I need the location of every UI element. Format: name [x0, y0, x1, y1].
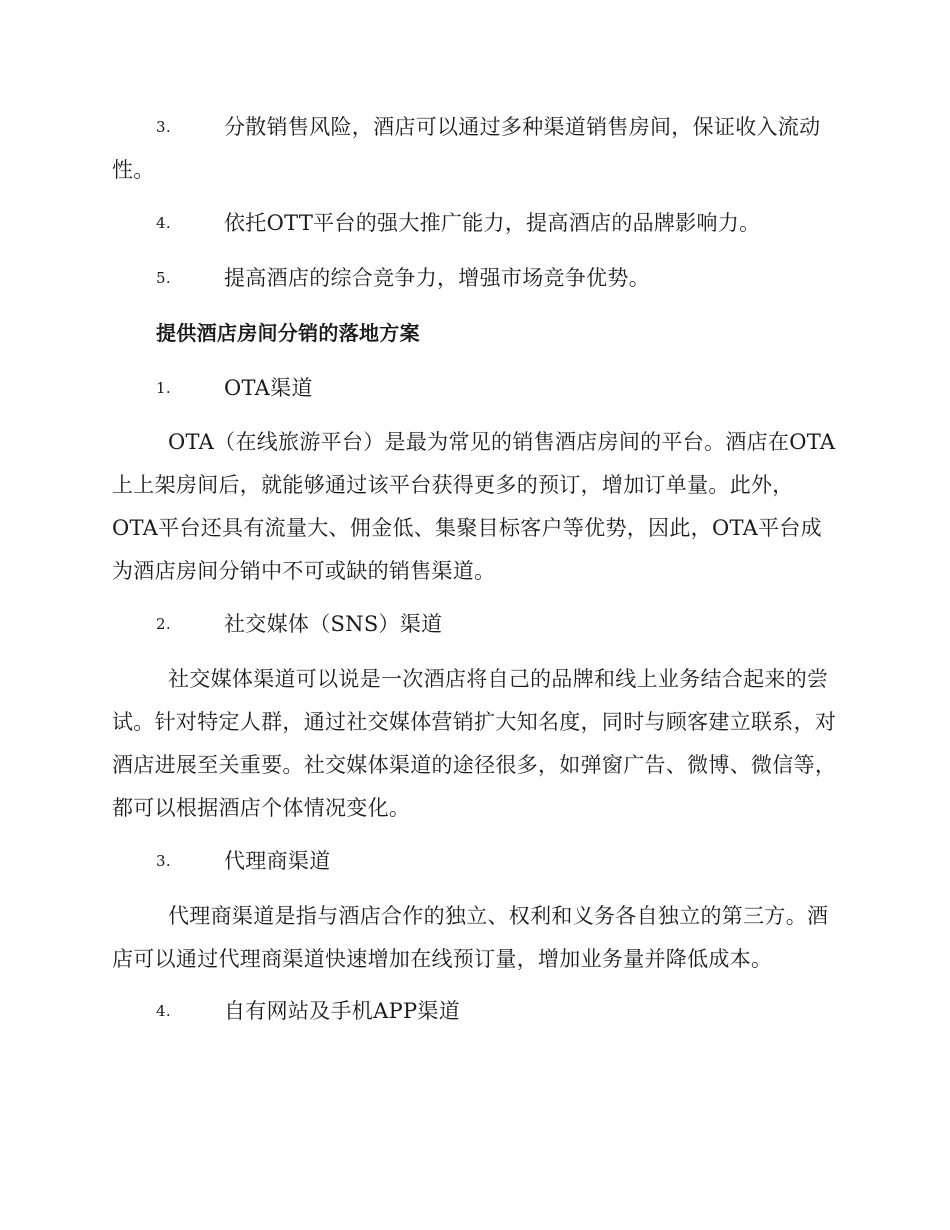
channel-paragraph: 代理商渠道是指与酒店合作的独立、权利和义务各自独立的第三方。酒店可以通过代理商渠道快速增加在线预订量，增加业务量并降低成本。 [112, 904, 829, 971]
list-item-text: 依托OTT平台的强大推广能力，提高酒店的品牌影响力。 [224, 211, 761, 235]
list-item-number: 4. [156, 1002, 171, 1020]
channel-paragraph: OTA（在线旅游平台）是最为常见的销售酒店房间的平台。酒店在OTA上上架房间后，就能够通过该平台获得更多的预订，增加订单量。此外，OTA平台还具有流量大、佣金低、集聚目标客户等优势，因此，OTA平台成为酒店房间分销中不可或缺的销售渠道。 [112, 430, 836, 583]
list-item [112, 106, 837, 192]
list-item-text: 分散销售风险，酒店可以通过多种渠道销售房间，保证收入流动性。 [112, 115, 821, 182]
list-item-text: 代理商渠道 [224, 849, 331, 873]
list-item-text: OTA渠道 [224, 376, 313, 400]
list-item-number: 3. [156, 852, 171, 870]
list-item-number: 4. [156, 214, 171, 232]
list-item-number: 1. [156, 379, 171, 397]
list-item-number: 2. [156, 615, 171, 633]
list-item-text: 自有网站及手机APP渠道 [224, 999, 461, 1023]
channel-paragraph: 社交媒体渠道可以说是一次酒店将自己的品牌和线上业务结合起来的尝试。针对特定人群，通过社交媒体营销扩大知名度，同时与顾客建立联系，对酒店进展至关重要。社交媒体渠道的途径很多，如弹窗广告、微博、微信等，都可以根据酒店个体情况变化。 [112, 667, 837, 820]
section-heading: 提供酒店房间分销的落地方案 [156, 321, 420, 345]
list-item-text: 社交媒体（SNS）渠道 [224, 612, 443, 636]
list-item-number: 3. [156, 118, 171, 136]
list-item-number: 5. [156, 269, 171, 287]
list-item-text: 提高酒店的综合竞争力，增强市场竞争优势。 [224, 266, 650, 290]
